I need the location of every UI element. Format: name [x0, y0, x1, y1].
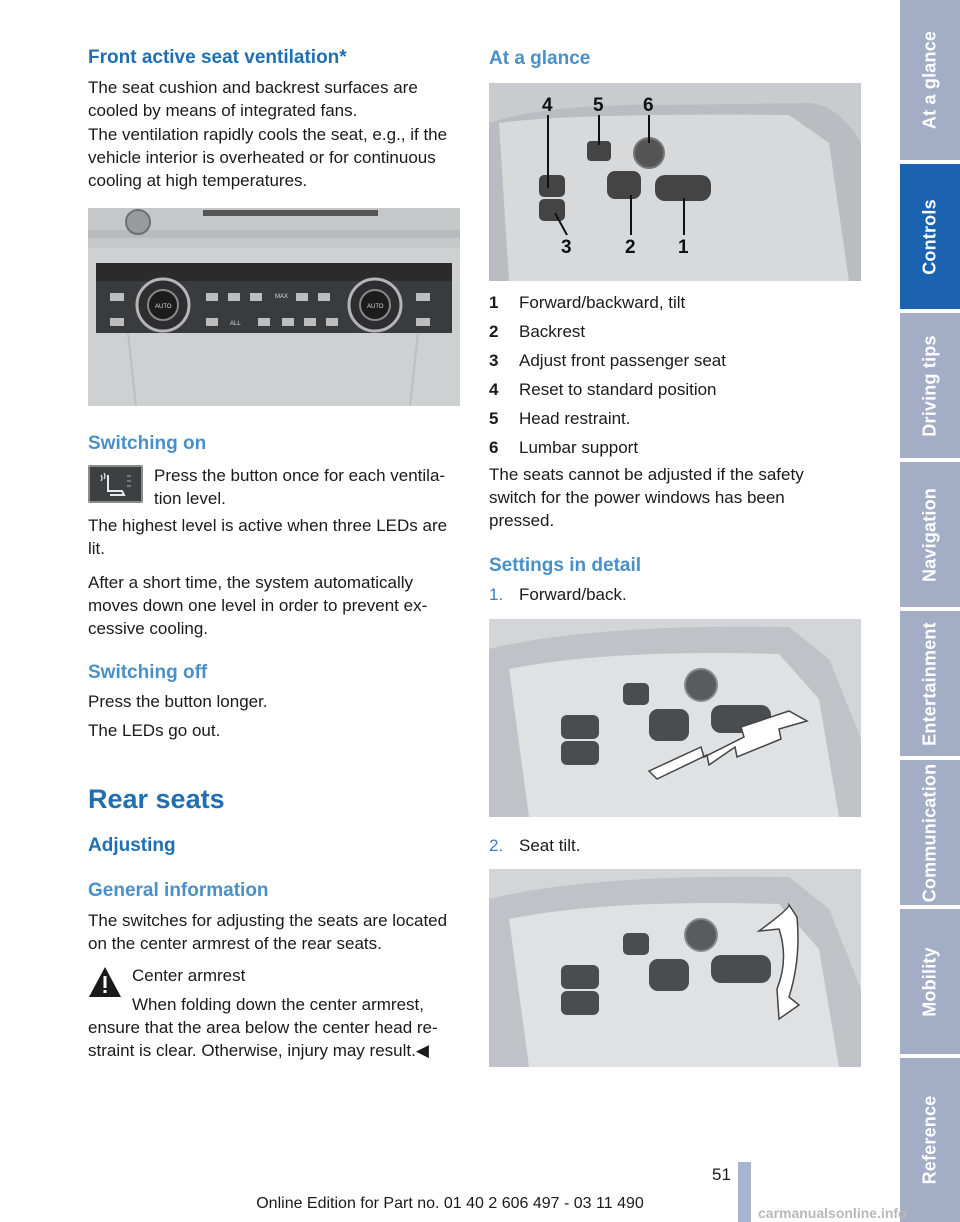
step-1-label: Forward/back.	[519, 585, 627, 604]
settings-in-detail-heading: Settings in detail	[489, 555, 642, 576]
page-number-bar	[738, 1162, 751, 1222]
climate-control-panel-image	[88, 208, 460, 406]
callout-4: 4	[542, 95, 553, 116]
seat-tilt-image	[489, 869, 861, 1067]
svg-text:MAX: MAX	[275, 294, 289, 300]
legend-item: 6 Lumbar support	[489, 438, 639, 457]
step-2-number: 2.	[489, 836, 504, 855]
switching-on-text: Press the button once for each ventila-tion level.	[154, 466, 446, 508]
warning-title: Center armrest	[132, 966, 246, 985]
forward-back-image	[489, 619, 861, 817]
after-short-time-text: After a short time, the system automatically moves down one level in order to prevent ex-cessive cooling.	[88, 573, 428, 638]
leds-out-text: The LEDs go out.	[88, 721, 221, 740]
seat-controls-legend	[489, 288, 861, 462]
svg-text:AUTO: AUTO	[367, 304, 384, 310]
legend-item: 4 Reset to standard position	[489, 380, 717, 399]
tab-reference[interactable]: Reference	[900, 1058, 960, 1222]
legend-item: 2 Backrest	[489, 322, 586, 341]
seat-controls-overview-image	[489, 83, 861, 281]
legend-item: 1 Forward/backward, tilt	[489, 293, 686, 312]
tab-controls[interactable]: Controls	[900, 164, 960, 309]
callout-6: 6	[643, 95, 654, 116]
highest-level-text: The highest level is active when three LEDs are lit.	[88, 516, 448, 558]
callout-1: 1	[678, 237, 689, 258]
legend-item: 3 Adjust front passenger seat	[489, 351, 726, 370]
callout-5: 5	[593, 95, 604, 116]
tab-at-a-glance[interactable]: At a glance	[900, 0, 960, 160]
adjusting-heading: Adjusting	[88, 835, 176, 856]
legend-item: 5 Head restraint.	[489, 409, 631, 428]
callout-3: 3	[561, 237, 572, 258]
seat-ventilation-button-icon	[88, 465, 143, 503]
page-number: 51	[712, 1165, 731, 1184]
tab-communication[interactable]: Communication	[900, 760, 960, 905]
ventilation-para1: The seat cushion and backrest surfaces are cooled by means of integrated fans.	[88, 78, 418, 120]
climate-panel-illustration	[88, 208, 460, 406]
svg-text:AUTO: AUTO	[155, 304, 172, 310]
general-information-heading: General information	[88, 880, 269, 901]
safety-switch-note: The seats cannot be adjusted if the safety switch for the power windows has been pressed.	[489, 465, 804, 530]
warning-text: When folding down the center armrest, ensure that the area below the center head re-straint is clear. Otherwise, injury may result.◀	[88, 995, 438, 1060]
tab-entertainment[interactable]: Entertainment	[900, 611, 960, 756]
edition-footer: Online Edition for Part no. 01 40 2 606 497 - 03 11 490	[256, 1195, 644, 1212]
general-information-text: The switches for adjusting the seats are located on the center armrest of the rear seats.	[88, 911, 448, 953]
ventilation-para2: The ventilation rapidly cools the seat, e.g., if the vehicle interior is overheated or for continuous cooling at high temperatures.	[88, 125, 448, 190]
tab-driving-tips[interactable]: Driving tips	[900, 313, 960, 458]
svg-text:ALL: ALL	[230, 321, 241, 327]
section-heading-ventilation: Front active seat ventilation*	[88, 47, 347, 68]
switching-on-heading: Switching on	[88, 433, 207, 454]
press-longer-text: Press the button longer.	[88, 692, 268, 711]
rear-seats-heading: Rear seats	[88, 784, 225, 814]
at-a-glance-heading: At a glance	[489, 48, 591, 69]
watermark: carmanualsonline.info	[758, 1205, 907, 1221]
step-2	[489, 834, 580, 857]
tab-mobility[interactable]: Mobility	[900, 909, 960, 1054]
switching-off-heading: Switching off	[88, 662, 208, 683]
step-1	[489, 583, 627, 606]
callout-2: 2	[625, 237, 636, 258]
step-1-number: 1.	[489, 585, 504, 604]
step-2-label: Seat tilt.	[519, 836, 581, 855]
tab-navigation[interactable]: Navigation	[900, 462, 960, 607]
